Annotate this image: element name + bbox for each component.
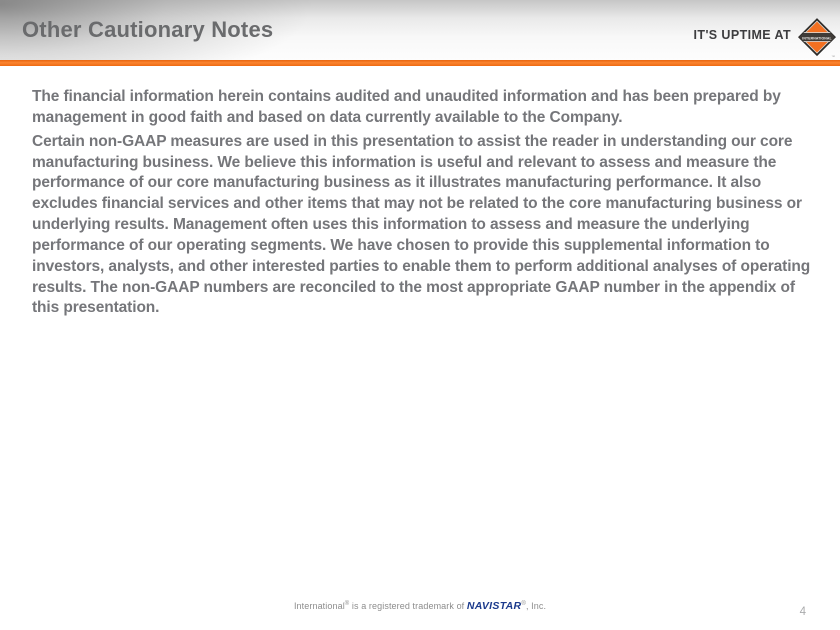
logo-trademark-symbol: ™ <box>831 54 836 59</box>
trademark-line <box>0 600 840 612</box>
paragraph-financial-information: The financial information herein contains audited and unaudited information and has been prepared by management in good faith and based on data currently available to the Company. <box>32 88 781 126</box>
registered-symbol: ® <box>521 601 526 607</box>
paragraph-non-gaap-measures: Certain non-GAAP measures are used in this presentation to assist the reader in understanding our core manufacturing business. We believe this information is useful and relevant to assess and measure the performance of our core manufacturing business as it illustrates manufacturing performance. It also excludes financial services and other items that may not be related to the core manufacturing business or underlying results. Management often uses this information to assess and measure the underlying performance of our operating segments. We have chosen to provide this supplemental information to investors, analysts, and other interested parties to enable them to perform additional analyses of operating results. The non-GAAP numbers are reconciled to the most appropriate GAAP number in the appendix of this presentation. <box>32 132 811 317</box>
international-diamond-logo-icon <box>798 18 836 59</box>
registered-symbol: ® <box>344 601 350 607</box>
navistar-wordmark: NAVISTAR <box>466 600 522 612</box>
slide-header <box>0 0 840 60</box>
page-title: Other Cautionary Notes <box>22 17 274 42</box>
brand-lockup <box>694 18 840 59</box>
tagline-text: IT'S UPTIME AT <box>693 27 791 42</box>
page-number: 4 <box>799 606 806 618</box>
trademark-suffix: , Inc. <box>525 601 547 611</box>
slide-body <box>0 66 840 319</box>
trademark-prefix: International <box>293 601 345 611</box>
logo-wordmark: INTERNATIONAL <box>802 36 832 41</box>
trademark-middle: is a registered trademark of <box>349 601 467 611</box>
